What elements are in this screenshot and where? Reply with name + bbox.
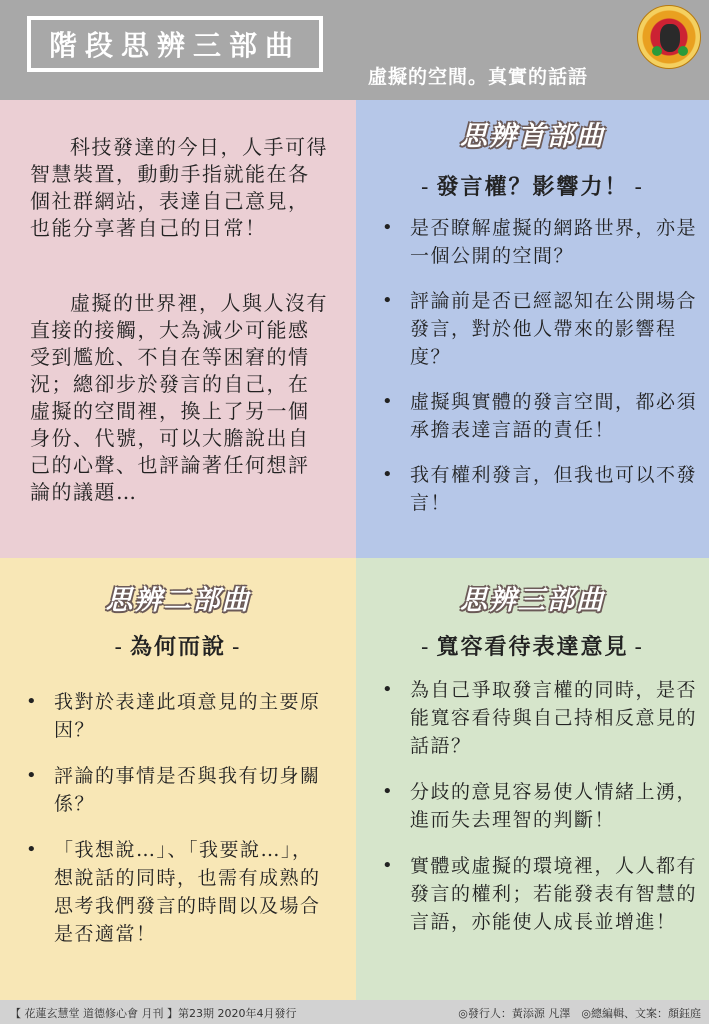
part2-subheading: - 為何而說 -: [114, 634, 242, 660]
part3-section: [356, 558, 709, 1000]
footer-publication: 【 花蓮玄慧堂 道德修心會 月刊 】第23期 2020年4月發行: [10, 1007, 297, 1020]
bullet-dot-icon: •: [381, 391, 395, 412]
list-item: • 評論前是否已經認知在公開場合發言，對於他人帶來的影響程度？: [378, 287, 700, 371]
footer-credits: ◎發行人：黃添源 凡澤 ◎總編輯、文案：顏鈺庭: [458, 1007, 701, 1020]
list-item: • 我對於表達此項意見的主要原因？: [22, 688, 322, 744]
part2-heading: 思辨二部曲: [105, 585, 251, 616]
list-item: • 分歧的意見容易使人情緒上湧，進而失去理智的判斷！: [378, 778, 700, 834]
part3-subheading: - 寬容看待表達意見 -: [421, 634, 644, 660]
part1-heading: 思辨首部曲: [460, 121, 605, 152]
list-item: • 評論的事情是否與我有切身關係？: [22, 762, 322, 818]
part1-list: [378, 214, 700, 517]
list-item: • 「我想說…」、「我要說…」，想說話的同時，也需有成熟的思考我們發言的時間以及場合是否適當！: [22, 836, 322, 948]
list-item: • 是否瞭解虛擬的網路世界，亦是一個公開的空間？: [378, 214, 700, 270]
bullet-dot-icon: •: [25, 691, 39, 712]
intro-section: [0, 100, 356, 558]
part2-section: [0, 558, 356, 1000]
header: [0, 0, 709, 100]
list-item: • 我有權利發言，但我也可以不發言！: [378, 461, 700, 517]
bullet-dot-icon: •: [381, 290, 395, 311]
title-box: [27, 16, 323, 72]
part3-heading: 思辨三部曲: [460, 585, 605, 616]
bullet-dot-icon: •: [381, 855, 395, 876]
list-item: • 虛擬與實體的發言空間，都必須承擔表達言語的責任！: [378, 388, 700, 444]
intro-paragraph-2: 虛擬的世界裡，人與人沒有直接的接觸，大為減少可能感受到尷尬、不自在等困窘的情況；總卻步於發言的自己，在虛擬的空間裡，換上了另一個身份、代號，可以大膽說出自己的心聲、也評論著任何想評論的議題…: [30, 291, 328, 504]
footer: [0, 1000, 709, 1024]
part3-list: [378, 676, 700, 936]
part1-subheading: - 發言權？影響力！ -: [421, 174, 644, 200]
bullet-dot-icon: •: [25, 765, 39, 786]
part1-section: [356, 100, 709, 558]
bullet-dot-icon: •: [381, 464, 395, 485]
page-title: 階段思辨三部曲: [48, 29, 301, 62]
list-item: • 實體或虛擬的環境裡，人人都有發言的權利；若能發表有智慧的言語，亦能使人成長並增進！: [378, 852, 700, 936]
bullet-dot-icon: •: [25, 839, 39, 860]
page-subtitle: 虛擬的空間。真實的話語: [368, 66, 589, 88]
bullet-dot-icon: •: [381, 781, 395, 802]
temple-emblem-icon: [637, 5, 701, 69]
intro-paragraph-1: 科技發達的今日，人手可得智慧裝置，動動手指就能在各個社群網站，表達自己意見，也能分享著自己的日常！: [30, 135, 328, 240]
list-item: • 為自己爭取發言權的同時，是否能寬容看待與自己持相反意見的話語？: [378, 676, 700, 760]
bullet-dot-icon: •: [381, 679, 395, 700]
bullet-dot-icon: •: [381, 217, 395, 238]
part2-list: [22, 688, 322, 948]
